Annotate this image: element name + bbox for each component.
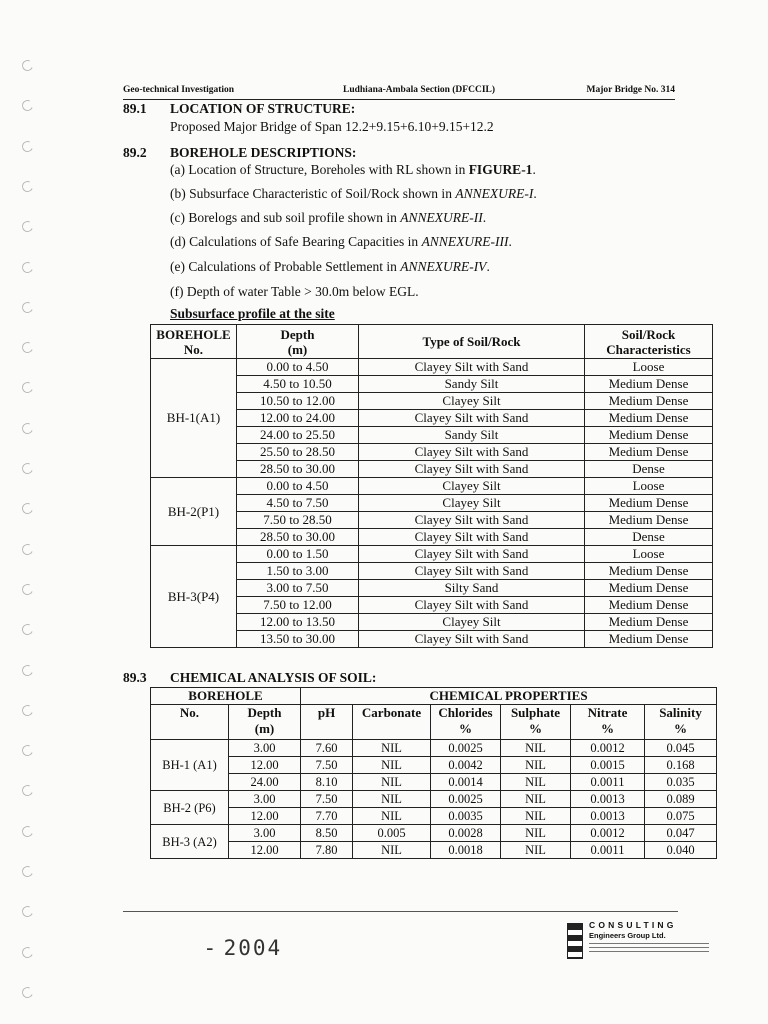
- soil-type-cell: Clayey Silt with Sand: [359, 461, 585, 478]
- characteristics-cell: Medium Dense: [585, 376, 713, 393]
- soil-type-cell: Silty Sand: [359, 580, 585, 597]
- nitrate-cell: 0.0011: [571, 842, 645, 859]
- binder-hole: [20, 945, 34, 959]
- logo-subtext: Engineers Group Ltd.: [589, 931, 666, 940]
- section-number: 89.1: [123, 101, 147, 116]
- header-left: Geo-technical Investigation: [123, 85, 235, 95]
- depth-cell: 4.50 to 7.50: [237, 495, 359, 512]
- logo-icon: [567, 923, 583, 959]
- binder-hole: [20, 542, 34, 556]
- binder-hole: [20, 985, 34, 999]
- ph-cell: 8.50: [301, 825, 353, 842]
- carbonate-cell: NIL: [353, 791, 431, 808]
- soil-type-cell: Clayey Silt with Sand: [359, 359, 585, 376]
- depth-cell: 4.50 to 10.50: [237, 376, 359, 393]
- depth-cell: 0.00 to 1.50: [237, 546, 359, 563]
- borehole-id: BH-2 (P6): [151, 791, 229, 825]
- characteristics-cell: Medium Dense: [585, 597, 713, 614]
- chemical-analysis-table: [150, 687, 717, 859]
- logo-address-lines: [589, 943, 709, 955]
- depth-cell: 12.00 to 13.50: [237, 614, 359, 631]
- col-header-depth: Depth (m): [229, 705, 301, 740]
- binder-holes: [0, 0, 46, 1024]
- characteristics-cell: Medium Dense: [585, 563, 713, 580]
- characteristics-cell: Medium Dense: [585, 410, 713, 427]
- soil-type-cell: Clayey Silt with Sand: [359, 546, 585, 563]
- characteristics-cell: Dense: [585, 461, 713, 478]
- header-center: Ludhiana-Ambala Section (DFCCIL): [343, 85, 496, 95]
- table-row: [151, 740, 717, 757]
- ph-cell: 8.10: [301, 774, 353, 791]
- chlorides-cell: 0.0014: [431, 774, 501, 791]
- table-row: [151, 774, 717, 791]
- carbonate-cell: 0.005: [353, 825, 431, 842]
- binder-hole: [20, 461, 34, 475]
- ph-cell: 7.70: [301, 808, 353, 825]
- list-item-b: (b) Subsurface Characteristic of Soil/Rock shown in ANNEXURE-I.: [170, 186, 537, 201]
- sulphate-cell: NIL: [501, 757, 571, 774]
- salinity-cell: 0.045: [645, 740, 717, 757]
- characteristics-cell: Medium Dense: [585, 512, 713, 529]
- soil-type-cell: Clayey Silt: [359, 495, 585, 512]
- col-header-salinity: Salinity %: [645, 705, 717, 740]
- characteristics-cell: Loose: [585, 359, 713, 376]
- table-row: [151, 546, 713, 563]
- table-row: [151, 825, 717, 842]
- soil-type-cell: Clayey Silt with Sand: [359, 597, 585, 614]
- chlorides-cell: 0.0035: [431, 808, 501, 825]
- depth-cell: 12.00: [229, 757, 301, 774]
- footer-divider: [123, 911, 678, 912]
- table-row: [151, 478, 713, 495]
- depth-cell: 7.50 to 28.50: [237, 512, 359, 529]
- chlorides-cell: 0.0018: [431, 842, 501, 859]
- col-header-nitrate: Nitrate %: [571, 705, 645, 740]
- col-header-soil-type: Type of Soil/Rock: [359, 325, 585, 359]
- depth-cell: 3.00: [229, 740, 301, 757]
- characteristics-cell: Medium Dense: [585, 495, 713, 512]
- company-logo: [567, 920, 717, 962]
- sulphate-cell: NIL: [501, 825, 571, 842]
- soil-type-cell: Clayey Silt with Sand: [359, 631, 585, 648]
- depth-cell: 28.50 to 30.00: [237, 461, 359, 478]
- col-header-chlorides: Chlorides %: [431, 705, 501, 740]
- subsurface-profile-table: [150, 324, 713, 648]
- carbonate-cell: NIL: [353, 740, 431, 757]
- binder-hole: [20, 663, 34, 677]
- carbonate-cell: NIL: [353, 774, 431, 791]
- characteristics-cell: Dense: [585, 529, 713, 546]
- characteristics-cell: Medium Dense: [585, 427, 713, 444]
- logo-text: CONSULTING: [589, 920, 677, 930]
- nitrate-cell: 0.0011: [571, 774, 645, 791]
- borehole-id: BH-1(A1): [151, 359, 237, 478]
- characteristics-cell: Loose: [585, 546, 713, 563]
- depth-cell: 12.00 to 24.00: [237, 410, 359, 427]
- col-header-characteristics: Soil/Rock Characteristics: [585, 325, 713, 359]
- salinity-cell: 0.047: [645, 825, 717, 842]
- binder-hole: [20, 784, 34, 798]
- table-row: [151, 808, 717, 825]
- sulphate-cell: NIL: [501, 842, 571, 859]
- binder-hole: [20, 99, 34, 113]
- list-item-e: (e) Calculations of Probable Settlement in ANNEXURE-IV.: [170, 259, 490, 274]
- soil-type-cell: Clayey Silt with Sand: [359, 410, 585, 427]
- salinity-cell: 0.168: [645, 757, 717, 774]
- col-header-borehole: BOREHOLE No.: [151, 325, 237, 359]
- soil-type-cell: Clayey Silt with Sand: [359, 563, 585, 580]
- depth-cell: 10.50 to 12.00: [237, 393, 359, 410]
- binder-hole: [20, 139, 34, 153]
- table-row: [151, 359, 713, 376]
- binder-hole: [20, 744, 34, 758]
- ph-cell: 7.80: [301, 842, 353, 859]
- list-item-d: (d) Calculations of Safe Bearing Capacities in ANNEXURE-III.: [170, 234, 512, 249]
- salinity-cell: 0.075: [645, 808, 717, 825]
- ph-cell: 7.50: [301, 791, 353, 808]
- binder-hole: [20, 703, 34, 717]
- depth-cell: 7.50 to 12.00: [237, 597, 359, 614]
- col-header-no: No.: [151, 705, 229, 740]
- ph-cell: 7.50: [301, 757, 353, 774]
- depth-cell: 13.50 to 30.00: [237, 631, 359, 648]
- binder-hole: [20, 58, 34, 72]
- soil-type-cell: Sandy Silt: [359, 376, 585, 393]
- profile-heading: Subsurface profile at the site: [170, 306, 335, 321]
- depth-cell: 12.00: [229, 842, 301, 859]
- binder-hole: [20, 623, 34, 637]
- binder-hole: [20, 905, 34, 919]
- depth-cell: 25.50 to 28.50: [237, 444, 359, 461]
- chlorides-cell: 0.0025: [431, 791, 501, 808]
- section-number: 89.2: [123, 145, 147, 160]
- depth-cell: 0.00 to 4.50: [237, 478, 359, 495]
- soil-type-cell: Clayey Silt with Sand: [359, 444, 585, 461]
- col-group-chemical-properties: CHEMICAL PROPERTIES: [301, 688, 717, 705]
- nitrate-cell: 0.0012: [571, 740, 645, 757]
- binder-hole: [20, 824, 34, 838]
- salinity-cell: 0.089: [645, 791, 717, 808]
- binder-hole: [20, 341, 34, 355]
- chlorides-cell: 0.0028: [431, 825, 501, 842]
- characteristics-cell: Medium Dense: [585, 580, 713, 597]
- characteristics-cell: Medium Dense: [585, 393, 713, 410]
- binder-hole: [20, 220, 34, 234]
- header-right: Major Bridge No. 314: [586, 85, 675, 95]
- characteristics-cell: Medium Dense: [585, 614, 713, 631]
- binder-hole: [20, 864, 34, 878]
- chlorides-cell: 0.0025: [431, 740, 501, 757]
- col-header-ph: pH: [301, 705, 353, 740]
- depth-cell: 3.00 to 7.50: [237, 580, 359, 597]
- salinity-cell: 0.035: [645, 774, 717, 791]
- borehole-id: BH-2(P1): [151, 478, 237, 546]
- soil-type-cell: Clayey Silt with Sand: [359, 529, 585, 546]
- salinity-cell: 0.040: [645, 842, 717, 859]
- carbonate-cell: NIL: [353, 757, 431, 774]
- binder-hole: [20, 179, 34, 193]
- table-row: [151, 757, 717, 774]
- depth-cell: 3.00: [229, 791, 301, 808]
- borehole-id: BH-1 (A1): [151, 740, 229, 791]
- nitrate-cell: 0.0013: [571, 808, 645, 825]
- soil-type-cell: Clayey Silt: [359, 614, 585, 631]
- sulphate-cell: NIL: [501, 774, 571, 791]
- soil-type-cell: Clayey Silt: [359, 393, 585, 410]
- section-heading: CHEMICAL ANALYSIS OF SOIL:: [170, 670, 377, 685]
- section-heading: LOCATION OF STRUCTURE:: [170, 101, 356, 116]
- borehole-id: BH-3 (A2): [151, 825, 229, 859]
- depth-cell: 0.00 to 4.50: [237, 359, 359, 376]
- list-item-a: (a) Location of Structure, Boreholes with RL shown in FIGURE-1.: [170, 162, 536, 177]
- borehole-id: BH-3(P4): [151, 546, 237, 648]
- characteristics-cell: Loose: [585, 478, 713, 495]
- col-header-sulphate: Sulphate %: [501, 705, 571, 740]
- list-item-f: (f) Depth of water Table > 30.0m below EGL.: [170, 284, 419, 299]
- binder-hole: [20, 502, 34, 516]
- depth-cell: 24.00: [229, 774, 301, 791]
- structure-description: Proposed Major Bridge of Span 12.2+9.15+6.10+9.15+12.2: [170, 119, 494, 134]
- table-row: [151, 791, 717, 808]
- soil-type-cell: Clayey Silt with Sand: [359, 512, 585, 529]
- section-heading: BOREHOLE DESCRIPTIONS:: [170, 145, 357, 160]
- depth-cell: 12.00: [229, 808, 301, 825]
- binder-hole: [20, 260, 34, 274]
- binder-hole: [20, 582, 34, 596]
- characteristics-cell: Medium Dense: [585, 444, 713, 461]
- table-row: [151, 842, 717, 859]
- binder-hole: [20, 421, 34, 435]
- page-number: - 2004: [206, 936, 283, 960]
- nitrate-cell: 0.0013: [571, 791, 645, 808]
- chlorides-cell: 0.0042: [431, 757, 501, 774]
- soil-type-cell: Clayey Silt: [359, 478, 585, 495]
- characteristics-cell: Medium Dense: [585, 631, 713, 648]
- sulphate-cell: NIL: [501, 740, 571, 757]
- depth-cell: 24.00 to 25.50: [237, 427, 359, 444]
- list-item-c: (c) Borelogs and sub soil profile shown in ANNEXURE-II.: [170, 210, 487, 225]
- nitrate-cell: 0.0015: [571, 757, 645, 774]
- nitrate-cell: 0.0012: [571, 825, 645, 842]
- col-header-depth: Depth (m): [237, 325, 359, 359]
- col-group-borehole: BOREHOLE: [151, 688, 301, 705]
- sulphate-cell: NIL: [501, 808, 571, 825]
- binder-hole: [20, 381, 34, 395]
- section-number: 89.3: [123, 670, 147, 685]
- carbonate-cell: NIL: [353, 842, 431, 859]
- running-header: [123, 84, 675, 100]
- col-header-carbonate: Carbonate: [353, 705, 431, 740]
- depth-cell: 3.00: [229, 825, 301, 842]
- binder-hole: [20, 300, 34, 314]
- soil-type-cell: Sandy Silt: [359, 427, 585, 444]
- sulphate-cell: NIL: [501, 791, 571, 808]
- carbonate-cell: NIL: [353, 808, 431, 825]
- depth-cell: 1.50 to 3.00: [237, 563, 359, 580]
- ph-cell: 7.60: [301, 740, 353, 757]
- depth-cell: 28.50 to 30.00: [237, 529, 359, 546]
